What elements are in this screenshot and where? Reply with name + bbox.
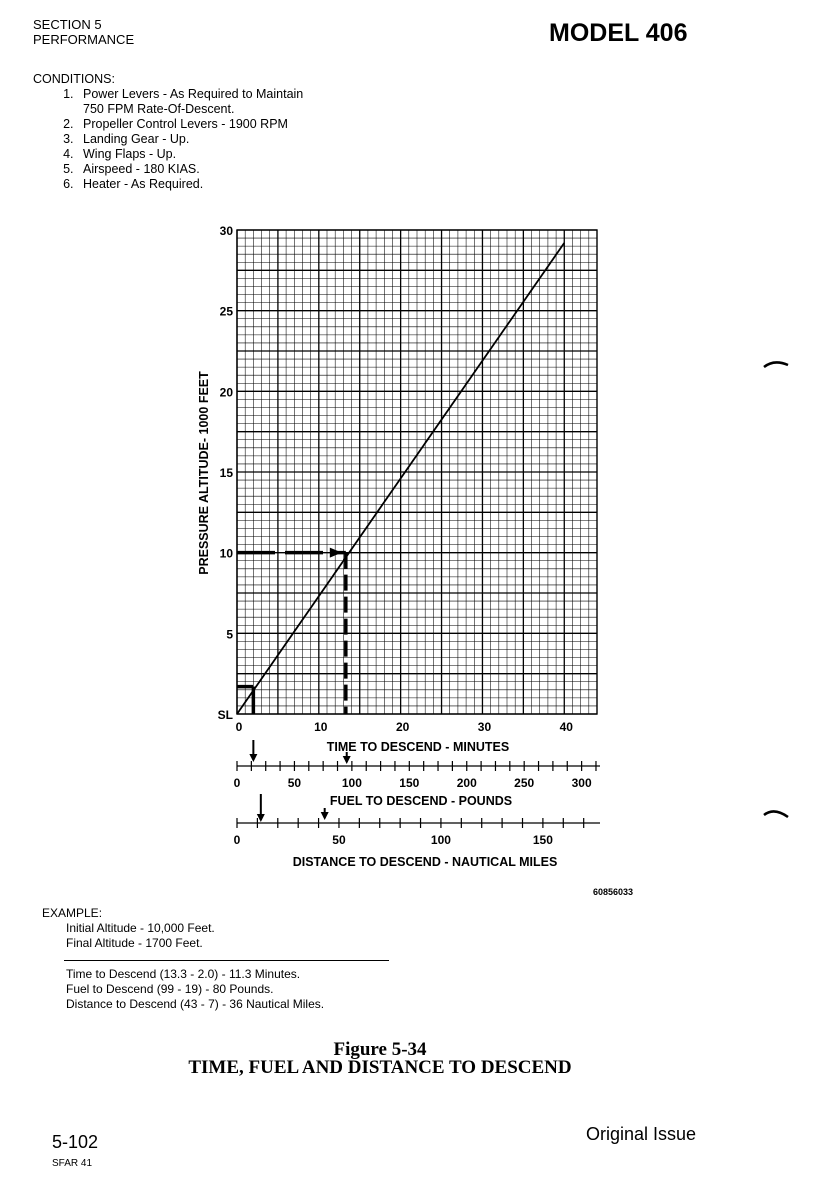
fuel-scale-tick-label: 300 — [571, 776, 592, 790]
margin-mark — [764, 362, 788, 367]
chart-grid — [237, 230, 597, 714]
fuel-scale-tick-label: 150 — [399, 776, 420, 790]
condition-item: 1. Power Levers - As Required to Maintain 750 FPM Rate-Of-Descent. — [77, 87, 323, 117]
arrow-head — [257, 814, 265, 822]
section-label: SECTION 5 — [33, 17, 102, 32]
arrow-head — [249, 754, 257, 762]
example-given — [42, 921, 389, 951]
condition-item: 2. Propeller Control Levers - 1900 RPM — [77, 117, 433, 132]
x-tick-label: 0 — [235, 720, 243, 734]
example-heading: EXAMPLE: — [42, 906, 103, 920]
fuel-scale-tick-label: 200 — [456, 776, 477, 790]
figure-id: 60856033 — [593, 887, 634, 897]
issue-label: Original Issue — [586, 1124, 697, 1144]
y-tick-label: 10 — [219, 546, 233, 561]
example-results — [42, 967, 389, 1012]
x-tick-label: 30 — [477, 720, 492, 734]
fuel-scale-tick-label: 50 — [287, 776, 302, 790]
subsection-label: PERFORMANCE — [33, 32, 135, 47]
page-number: 5-102 — [52, 1132, 99, 1152]
y-tick-label: 25 — [219, 304, 233, 319]
distance-scale-tick-label: 0 — [233, 833, 241, 847]
condition-item: 3. Landing Gear - Up. — [77, 132, 433, 147]
example-result-item: Time to Descend (13.3 - 2.0) - 11.3 Minutes. — [66, 967, 301, 981]
figure-number: Figure 5-34 — [333, 1039, 427, 1060]
example-given-item: Initial Altitude - 10,000 Feet. — [66, 921, 215, 935]
condition-item: 5. Airspeed - 180 KIAS. — [77, 162, 433, 177]
example-result-item: Distance to Descend (43 - 7) - 36 Nautical Miles. — [66, 997, 325, 1011]
x-tick-label: 40 — [559, 720, 573, 734]
distance-scale-tick-label: 50 — [332, 833, 346, 847]
y-tick-label: 5 — [226, 627, 233, 642]
y-tick-label: SL — [217, 708, 233, 722]
y-tick-label: 15 — [219, 466, 233, 480]
arrow-head — [343, 756, 351, 764]
margin-marks — [760, 355, 800, 835]
y-axis-label: PRESSURE ALTITUDE- 1000 FEET — [197, 371, 211, 575]
figure-caption: TIME, FUEL AND DISTANCE TO DESCEND — [188, 1057, 572, 1078]
condition-item: 6. Heater - As Required. — [77, 177, 433, 192]
distance-scale-tick-label: 150 — [532, 833, 553, 847]
y-tick-label: 20 — [219, 385, 233, 400]
example-given-item: Final Altitude - 1700 Feet. — [66, 936, 203, 950]
x-axis-label: TIME TO DESCEND - MINUTES — [326, 740, 510, 754]
x-tick-label: 20 — [395, 720, 410, 734]
distance-axis-label: DISTANCE TO DESCEND - NAUTICAL MILES — [292, 855, 558, 869]
model-title: MODEL 406 — [549, 19, 688, 47]
fuel-scale-tick-label: 250 — [514, 776, 535, 790]
y-tick-label: 30 — [219, 224, 233, 238]
margin-mark — [764, 811, 788, 817]
fuel-scale-tick-label: 100 — [341, 776, 362, 790]
arrow-head — [330, 548, 342, 558]
example-result-item: Fuel to Descend (99 - 19) - 80 Pounds. — [66, 982, 274, 996]
arrow-head — [321, 812, 329, 820]
example-divider — [64, 960, 389, 961]
sfar-label: SFAR 41 — [52, 1158, 93, 1169]
condition-item: 4. Wing Flaps - Up. — [77, 147, 433, 162]
conditions-heading: CONDITIONS: — [33, 72, 115, 86]
fuel-scale-tick-label: 0 — [233, 776, 241, 790]
example-block — [42, 906, 389, 1012]
fuel-axis-label: FUEL TO DESCEND - POUNDS — [329, 794, 513, 808]
distance-scale-tick-label: 100 — [430, 833, 451, 847]
x-tick-label: 10 — [314, 720, 328, 734]
